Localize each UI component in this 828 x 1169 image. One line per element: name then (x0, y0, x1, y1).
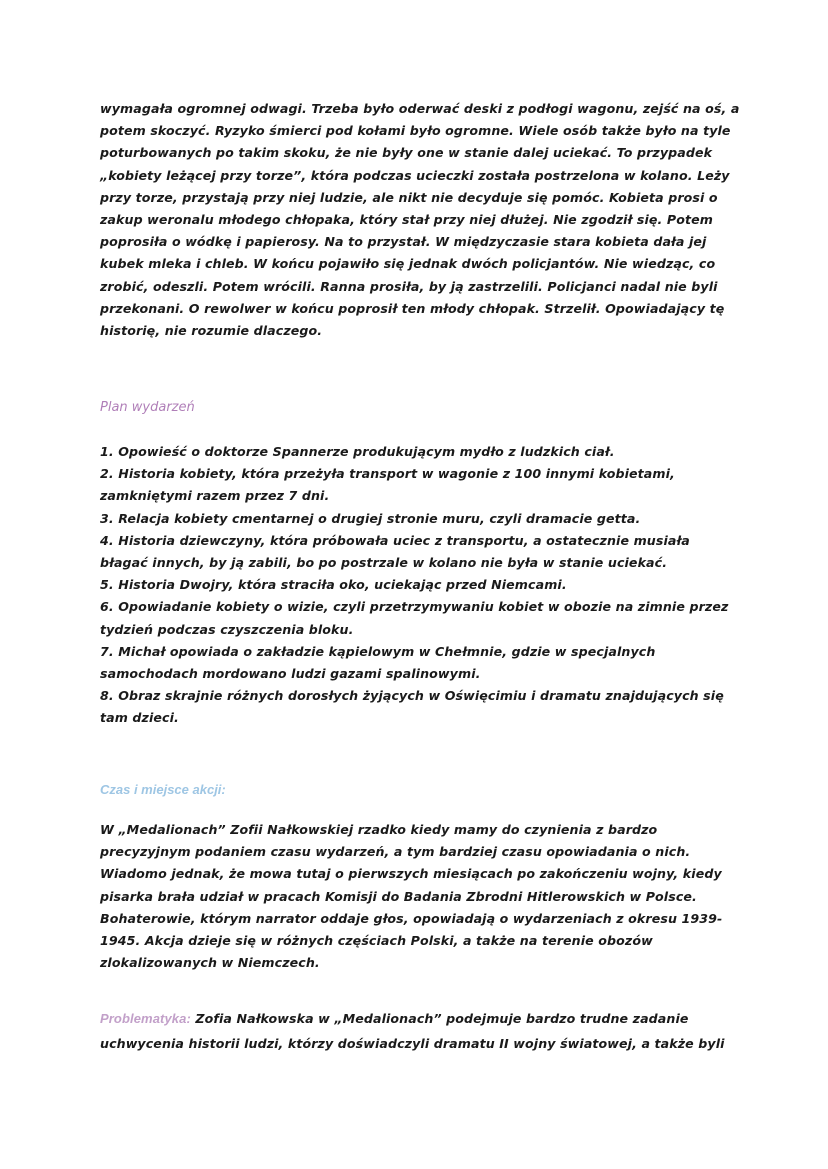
list-item: 6. Opowiadanie kobiety o wizie, czyli przetrzymywaniu kobiet w obozie na zimnie przez tydzień podczas czyszczenia bloku. (100, 599, 729, 637)
list-item: 2. Historia kobiety, która przeżyła transport w wagonie z 100 innymi kobietami, zamkniętymi razem przez 7 dni. (100, 466, 675, 504)
intro-paragraph: wymagała ogromnej odwagi. Trzeba było oderwać deski z podłogi wagonu, zejść na oś, a potem skoczyć. Ryzyko śmierci pod kołami było ogromne. Wiele osób także było na tyle poturbowanych po takim skoku, że nie były one w stanie dalej uciekać. To przypadek „kobiety leżącej przy torze”, która podczas ucieczki została postrzelona w kolano. Leży przy torze, przystają przy niej ludzie, ale nikt nie decyduje się pomóc. Kobieta prosi o zakup weronalu młodego chłopaka, który stał przy niej dłużej. Nie zgodził się. Potem poprosiła o wódkę i papierosy. Na to przystał. W międzyczasie stara kobieta dała jej kubek mleka i chleb. W końcu pojawiło się jednak dwóch policjantów. Nie wiedząc, co zrobić, odeszli. Potem wrócili. Ranna prosiła, by ją zastrzelili. Policjanci nadal nie byli przekonani. O rewolwer w końcu poprosił ten młody chłopak. Strzelił. Opowiadający tę historię, nie rozumie dlaczego. (100, 101, 740, 339)
list-item: 5. Historia Dwojry, która straciła oko, uciekając przed Niemcami. (100, 577, 567, 593)
czas-paragraph: W „Medalionach” Zofii Nałkowskiej rzadko kiedy mamy do czynienia z bardzo precyzyjnym podaniem czasu wydarzeń, a tym bardziej czasu opowiadania o nich. Wiadomo jednak, że mowa tutaj o pierwszych miesiącach po zakończeniu wojny, kiedy pisarka brała udział w pracach Komisji do Badania Zbrodni Hitlerowskich w Polsce. Bohaterowie, którym narrator oddaje głos, opowiadają o wydarzeniach z okresu 1939-1945. Akcja dzieje się w różnych częściach Polski, a także na terenie obozów zlokalizowanych w Niemczech. (100, 822, 723, 971)
plan-heading: Plan wydarzeń (100, 400, 195, 415)
problematyka-heading: Problematyka: (100, 1011, 191, 1026)
czas-heading: Czas i miejsce akcji: (100, 782, 226, 797)
list-item: 4. Historia dziewczyny, która próbowała uciec z transportu, a ostatecznie musiała błagać innych, by ją zabili, bo po postrzale w kolano nie była w stanie uciekać. (100, 532, 690, 571)
problematyka-paragraph (100, 1006, 740, 1056)
list-item: 1. Opowieść o doktorze Spannerze produkującym mydło z ludzkich ciał. (100, 444, 615, 459)
list-item: 7. Michał opowiada o zakładzie kąpielowym w Chełmnie, gdzie w specjalnych samochodach mordowano ludzi gazami spalinowymi. (100, 643, 656, 682)
list-item: 3. Relacja kobiety cmentarnej o drugiej stronie muru, czyli dramacie getta. (100, 510, 641, 526)
list-item: 8. Obraz skrajnie różnych dorosłych żyjących w Oświęcimiu i dramatu znajdujących się tam dzieci. (100, 688, 724, 726)
problematyka-text: Zofia Nałkowska w „Medalionach” podejmuje bardzo trudne zadanie uchwycenia historii ludzi, którzy doświadczyli dramatu II wojny światowej, a także byli (100, 1011, 725, 1051)
plan-list (100, 441, 740, 730)
